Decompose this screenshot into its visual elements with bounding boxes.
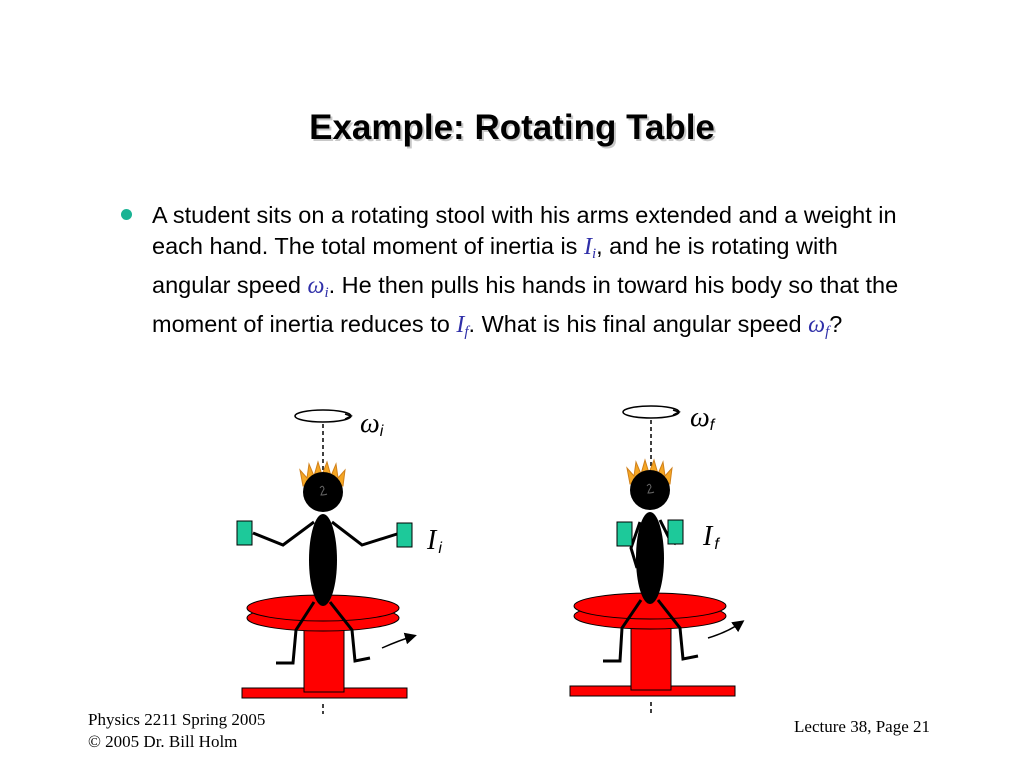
left-arm-right: [332, 522, 397, 545]
var-omega-initial: $\omega_i$: [307, 273, 329, 301]
slide-title: Example: Rotating Table: [309, 108, 715, 147]
footer-page-number: Lecture 38, Page 21: [794, 717, 930, 736]
right-rotation-circle: [623, 406, 679, 418]
right-torso: [636, 512, 664, 604]
right-omega-label: ωf: [690, 402, 715, 434]
footer-left: [88, 709, 265, 753]
var-omega-final: $\omega_f$: [808, 312, 830, 340]
left-rotation-circle: [295, 410, 351, 422]
footer-course: Physics 2211 Spring 2005: [88, 710, 266, 729]
left-weight-left: [237, 521, 252, 545]
statement-text-5: ?: [829, 311, 843, 337]
right-head: [630, 470, 670, 510]
left-table-rotation-arrow-icon: [382, 636, 414, 648]
left-arm-left: [253, 522, 314, 545]
statement-text-3: . He then pulls his hands in toward his body so that the moment of inertia reduces to: [152, 272, 899, 337]
right-table-rotation-arrow-icon: [708, 622, 742, 638]
left-omega-label: ωi: [360, 408, 384, 440]
var-I-initial: $I_i$: [583, 234, 597, 262]
right-weight-right: [668, 520, 683, 544]
statement-text-2: , and he is rotating with angular speed: [152, 233, 838, 298]
statement-text-4: . What is his final angular speed: [468, 311, 809, 337]
left-inertia-label: Ii: [427, 525, 442, 557]
statement-text-1: A student sits on a rotating stool with his arms extended and a weight in each hand. The total moment of inertia is: [152, 202, 897, 259]
left-student-figure: [237, 408, 442, 714]
left-torso: [309, 514, 337, 606]
right-weight-left: [617, 522, 632, 546]
left-weight-right: [397, 523, 412, 547]
right-student-figure: [570, 402, 742, 714]
var-I-final: $I_f$: [456, 312, 469, 340]
left-head: [303, 472, 343, 512]
right-inertia-label: If: [703, 521, 719, 553]
footer-copyright: © 2005 Dr. Bill Holm: [88, 732, 238, 751]
